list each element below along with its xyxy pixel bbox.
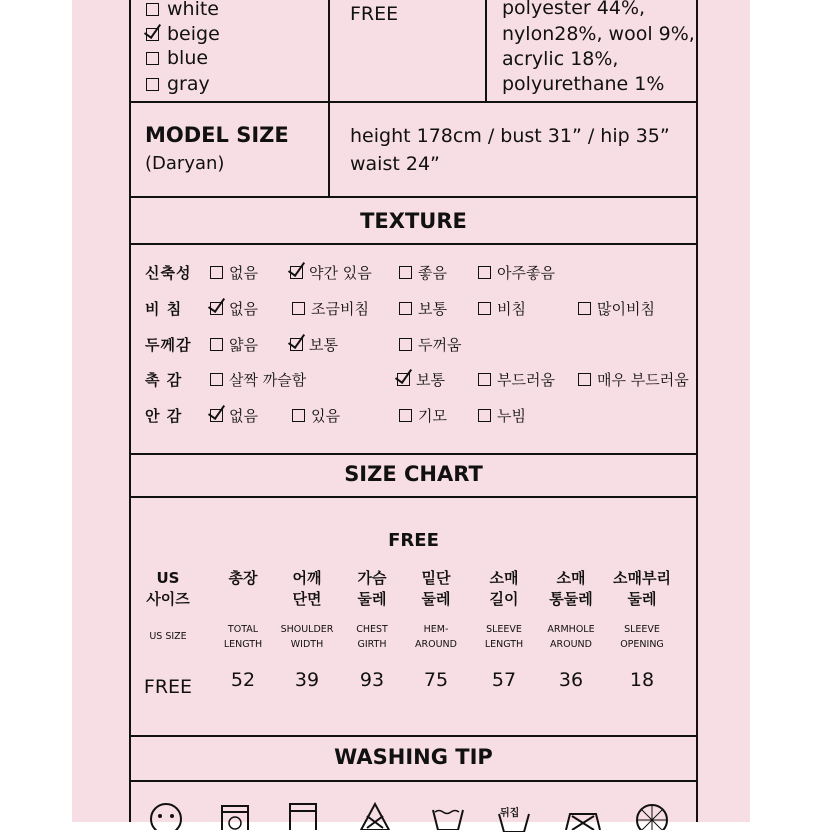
color-option[interactable] — [146, 23, 220, 45]
column-header-en: ARMHOLE — [547, 624, 595, 635]
size-value-cell: FREE — [143, 676, 193, 698]
checkbox-icon[interactable] — [478, 373, 491, 386]
checkbox-checked-icon[interactable] — [210, 409, 223, 422]
triangle-icon — [358, 800, 392, 830]
column-header-en: LENGTH — [484, 639, 524, 650]
size-chart-column — [208, 568, 278, 691]
checkbox-icon[interactable] — [399, 338, 412, 351]
column-header-en: CHEST — [356, 624, 388, 635]
column-header-en: US SIZE — [149, 631, 187, 642]
color-option[interactable] — [146, 0, 219, 20]
column-header-en: TOTAL — [227, 624, 259, 635]
size-chart-column — [133, 568, 203, 698]
fabric-line: nylon28%, wool 9%, — [502, 23, 695, 45]
checkbox-icon[interactable] — [146, 52, 159, 65]
reverse-wash-icon — [496, 812, 532, 832]
column-header-ko: 가슴 — [357, 569, 387, 587]
checkbox-icon[interactable] — [210, 338, 223, 351]
checkbox-icon[interactable] — [210, 373, 223, 386]
checkbox-checked-icon[interactable] — [210, 302, 223, 315]
column-header-ko: 통둘레 — [549, 590, 593, 608]
color-label: gray — [167, 73, 210, 95]
checkbox-checked-icon[interactable] — [290, 266, 303, 279]
size-chart-column — [607, 568, 677, 691]
divider — [129, 243, 698, 245]
color-option[interactable] — [146, 47, 208, 69]
column-header-ko: US — [156, 569, 180, 587]
size-value-cell: 93 — [359, 669, 385, 691]
column-header-ko: 둘레 — [421, 590, 451, 608]
texture-option[interactable] — [210, 262, 258, 283]
column-header-en: AROUND — [415, 639, 457, 650]
divider — [129, 735, 698, 737]
texture-option-label: 보통 — [418, 300, 447, 318]
texture-option-label: 두꺼움 — [418, 336, 462, 354]
size-value-cell: 36 — [558, 669, 584, 691]
texture-option[interactable] — [478, 262, 555, 283]
texture-option-label: 매우 부드러움 — [597, 371, 689, 389]
texture-option-label: 기모 — [418, 407, 447, 425]
texture-option-label: 없음 — [229, 300, 258, 318]
texture-option[interactable] — [290, 262, 372, 283]
checkbox-icon[interactable] — [578, 373, 591, 386]
face-icon — [149, 800, 183, 830]
texture-option[interactable] — [578, 298, 655, 319]
column-header-en: SLEEVE — [624, 624, 660, 635]
color-option[interactable] — [146, 73, 210, 95]
texture-option[interactable] — [210, 334, 258, 355]
size-value-cell: 52 — [230, 669, 256, 691]
texture-option[interactable] — [292, 298, 369, 319]
column-header-en: AROUND — [550, 639, 592, 650]
texture-option[interactable] — [210, 298, 258, 319]
column-header-en: SLEEVE — [486, 624, 522, 635]
texture-option-label: 약간 있음 — [309, 264, 372, 282]
checkbox-icon[interactable] — [478, 266, 491, 279]
texture-option[interactable] — [210, 369, 306, 390]
checkbox-checked-icon[interactable] — [146, 28, 159, 41]
texture-option-label: 부드러움 — [497, 371, 555, 389]
texture-option[interactable] — [578, 369, 689, 390]
column-header-en: SHOULDER — [280, 624, 334, 635]
column-header-en: WIDTH — [290, 639, 324, 650]
divider — [129, 101, 698, 103]
texture-option-label: 많이비침 — [597, 300, 655, 318]
column-header-ko: 단면 — [292, 590, 322, 608]
texture-option-label: 없음 — [229, 264, 258, 282]
texture-option-label: 얇음 — [229, 336, 258, 354]
wash-tub-icon — [430, 800, 466, 830]
texture-option-label: 아주좋음 — [497, 264, 555, 282]
size-value-cell: 57 — [491, 669, 517, 691]
column-header-en: GIRTH — [357, 639, 387, 650]
column-header-en: HEM- — [423, 624, 449, 635]
texture-option[interactable] — [399, 334, 461, 355]
column-header-en — [133, 644, 203, 659]
size-chart-column — [536, 568, 606, 691]
checkbox-icon[interactable] — [578, 302, 591, 315]
divider — [129, 780, 698, 782]
column-header-ko: 소매 — [556, 569, 586, 587]
color-label: white — [167, 0, 219, 20]
texture-option[interactable] — [478, 298, 526, 319]
size-value: FREE — [350, 3, 399, 25]
checkbox-icon[interactable] — [399, 266, 412, 279]
net-icon — [634, 800, 670, 830]
checkbox-icon[interactable] — [399, 302, 412, 315]
color-label: blue — [167, 47, 209, 69]
texture-option[interactable] — [397, 369, 445, 390]
size-value-cell: 18 — [629, 669, 655, 691]
texture-option[interactable] — [292, 405, 340, 426]
size-chart-column — [337, 568, 407, 691]
texture-row-label: 두께감 — [145, 336, 192, 354]
texture-row-label: 비 침 — [145, 300, 183, 318]
fabric-line: polyurethane 1% — [502, 73, 665, 95]
divider — [129, 496, 698, 498]
column-header-en: OPENING — [620, 639, 664, 650]
size-value-cell: 75 — [423, 669, 449, 691]
column-header-en: LENGTH — [223, 639, 263, 650]
texture-option-label: 보통 — [416, 371, 445, 389]
size-value-cell: 39 — [294, 669, 320, 691]
size-chart-subtitle: FREE — [388, 530, 439, 551]
model-name: (Daryan) — [145, 153, 225, 174]
texture-option[interactable] — [399, 298, 447, 319]
column-header-ko: 둘레 — [357, 590, 387, 608]
texture-option-label: 살짝 까슬함 — [229, 371, 307, 389]
column-header-ko — [208, 589, 278, 610]
model-size-title: MODEL SIZE — [145, 123, 289, 147]
checkbox-icon[interactable] — [478, 302, 491, 315]
texture-option-label: 비침 — [497, 300, 526, 318]
column-header-ko: 둘레 — [627, 590, 657, 608]
column-header-ko: 밑단 — [421, 569, 451, 587]
column-header-ko: 소매부리 — [613, 569, 671, 587]
checkbox-icon[interactable] — [478, 409, 491, 422]
checkbox-icon[interactable] — [210, 266, 223, 279]
texture-option-label: 좋음 — [418, 264, 447, 282]
texture-option[interactable] — [478, 405, 526, 426]
texture-option-label: 있음 — [311, 407, 340, 425]
checkbox-checked-icon[interactable] — [397, 373, 410, 386]
model-measurements: height 178cm / bust 31” / hip 35” — [350, 125, 670, 147]
texture-option[interactable] — [399, 262, 447, 283]
texture-option[interactable] — [478, 369, 555, 390]
texture-option-label: 조금비침 — [311, 300, 369, 318]
texture-title: TEXTURE — [360, 209, 467, 233]
fabric-line: acrylic 18%, — [502, 48, 619, 70]
texture-option-label: 보통 — [309, 336, 338, 354]
size-chart-column — [469, 568, 539, 691]
checkbox-icon[interactable] — [146, 3, 159, 16]
texture-row-label: 촉 감 — [145, 371, 183, 389]
texture-option[interactable] — [290, 334, 338, 355]
column-header-ko: 소매 — [489, 569, 519, 587]
checkbox-icon[interactable] — [399, 409, 412, 422]
divider — [129, 453, 698, 455]
checkbox-checked-icon[interactable] — [290, 338, 303, 351]
texture-option-label: 누빔 — [497, 407, 526, 425]
checkbox-icon[interactable] — [292, 302, 305, 315]
dryer-icon — [288, 800, 320, 830]
checkbox-icon[interactable] — [146, 78, 159, 91]
checkbox-icon[interactable] — [292, 409, 305, 422]
color-label: beige — [167, 23, 220, 45]
texture-row-label: 신축성 — [145, 264, 192, 282]
column-header-ko: 길이 — [489, 590, 519, 608]
size-chart-column — [272, 568, 342, 691]
texture-option-label: 없음 — [229, 407, 258, 425]
size-chart-title: SIZE CHART — [344, 462, 483, 486]
column-header-ko: 어깨 — [292, 569, 322, 587]
washing-title: WASHING TIP — [334, 745, 493, 769]
model-waist: waist 24” — [350, 153, 440, 175]
texture-row-label: 안 감 — [145, 407, 183, 425]
divider — [485, 0, 487, 101]
texture-option[interactable] — [399, 405, 447, 426]
divider — [129, 196, 698, 198]
divider — [328, 0, 330, 196]
column-header-ko: 사이즈 — [146, 590, 190, 608]
fabric-line: polyester 44%, — [502, 0, 646, 19]
texture-option[interactable] — [210, 405, 258, 426]
washer-icon — [220, 800, 252, 830]
iron-icon — [562, 800, 602, 830]
reverse-wash-label: 뒤집 — [500, 808, 520, 819]
column-header-ko: 총장 — [228, 569, 258, 587]
size-chart-column — [401, 568, 471, 691]
